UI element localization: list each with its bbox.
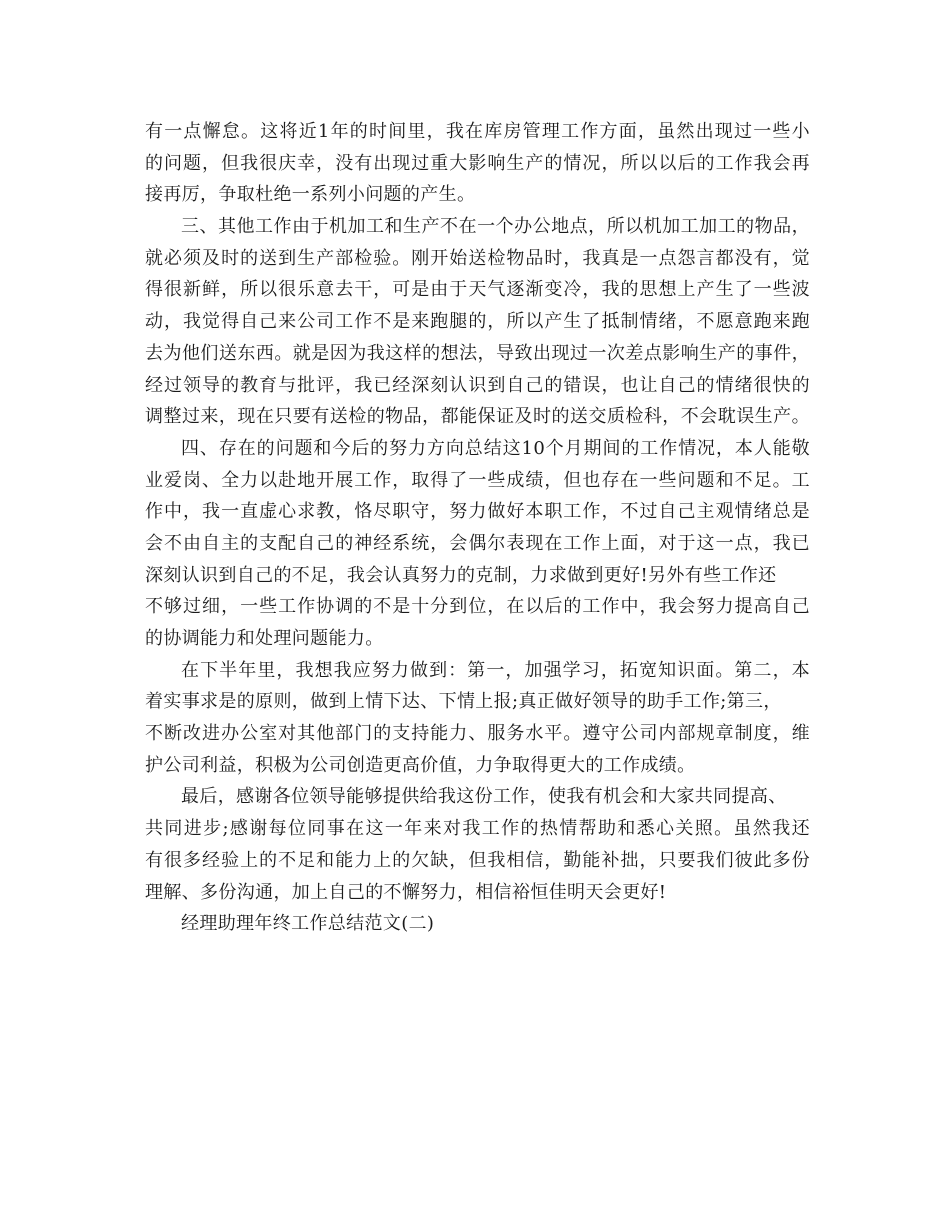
text-line: 业爱岗、全力以赴地开展工作，取得了一些成绩，但也存在一些问题和不足。工 [145, 469, 810, 491]
text-line: 的问题，但我很庆幸，没有出现过重大影响生产的情况，所以以后的工作我会再 [145, 152, 810, 174]
paragraph-start-line: 在下半年里，我想我应努力做到：第一，加强学习，拓宽知识面。第二，本 [181, 659, 810, 681]
section-heading: 经理助理年终工作总结范文(二) [181, 913, 435, 935]
text-line: 理解、多份沟通，加上自己的不懈努力，相信裕恒佳明天会更好! [145, 881, 667, 903]
text-line: 动，我觉得自己来公司工作不是来跑腿的，所以产生了抵制情绪，不愿意跑来跑 [145, 311, 810, 333]
text-line: 共同进步;感谢每位同事在这一年来对我工作的热情帮助和悉心关照。虽然我还 [145, 818, 810, 840]
text-line: 就必须及时的送到生产部检验。刚开始送检物品时，我真是一点怨言都没有，觉 [145, 247, 810, 269]
paragraph-start-line: 最后，感谢各位领导能够提供给我这份工作，使我有机会和大家共同提高、 [181, 786, 787, 808]
text-line: 着实事求是的原则，做到上情下达、下情上报;真正做好领导的助手工作;第三， [145, 691, 782, 713]
text-line: 不断改进办公室对其他部门的支持能力、服务水平。遵守公司内部规章制度，维 [145, 723, 810, 745]
text-line: 有一点懈怠。这将近1年的时间里，我在库房管理工作方面，虽然出现过一些小 [145, 121, 810, 142]
text-line: 有很多经验上的不足和能力上的欠缺，但我相信，勤能补拙，只要我们彼此多份 [145, 849, 810, 871]
text-line: 经过领导的教育与批评，我已经深刻认识到自己的错误，也让自己的情绪很快的 [145, 374, 810, 396]
text-line: 调整过来，现在只要有送检的物品，都能保证及时的送交质检科，不会耽误生产。 [145, 406, 810, 428]
text-line: 得很新鲜，所以很乐意去干，可是由于天气逐渐变冷，我的思想上产生了一些波 [145, 279, 810, 301]
text-line: 会不由自主的支配自己的神经系统，会偶尔表现在工作上面，对于这一点，我已 [145, 532, 810, 554]
text-line: 去为他们送东西。就是因为我这样的想法，导致出现过一次差点影响生产的事件， [145, 342, 810, 364]
text-line: 作中，我一直虚心求教，恪尽职守，努力做好本职工作，不过自己主观情绪总是 [145, 501, 810, 523]
paragraph-start-line: 四、存在的问题和今后的努力方向总结这10个月期间的工作情况，本人能敬 [181, 437, 810, 459]
text-line: 的协调能力和处理问题能力。 [145, 628, 384, 649]
text-line: 接再厉，争取杜绝一系列小问题的产生。 [145, 184, 476, 206]
paragraph-start-line: 三、其他工作由于机加工和生产不在一个办公地点，所以机加工加工的物品， [181, 216, 810, 238]
text-line: 不够过细，一些工作协调的不是十分到位，在以后的工作中，我会努力提高自己 [145, 596, 810, 618]
text-line: 深刻认识到自己的不足，我会认真努力的克制，力求做到更好!另外有些工作还 [145, 564, 777, 586]
document-body [145, 116, 810, 940]
text-line: 护公司利益，积极为公司创造更高价值，力争取得更大的工作成绩。 [145, 754, 696, 776]
